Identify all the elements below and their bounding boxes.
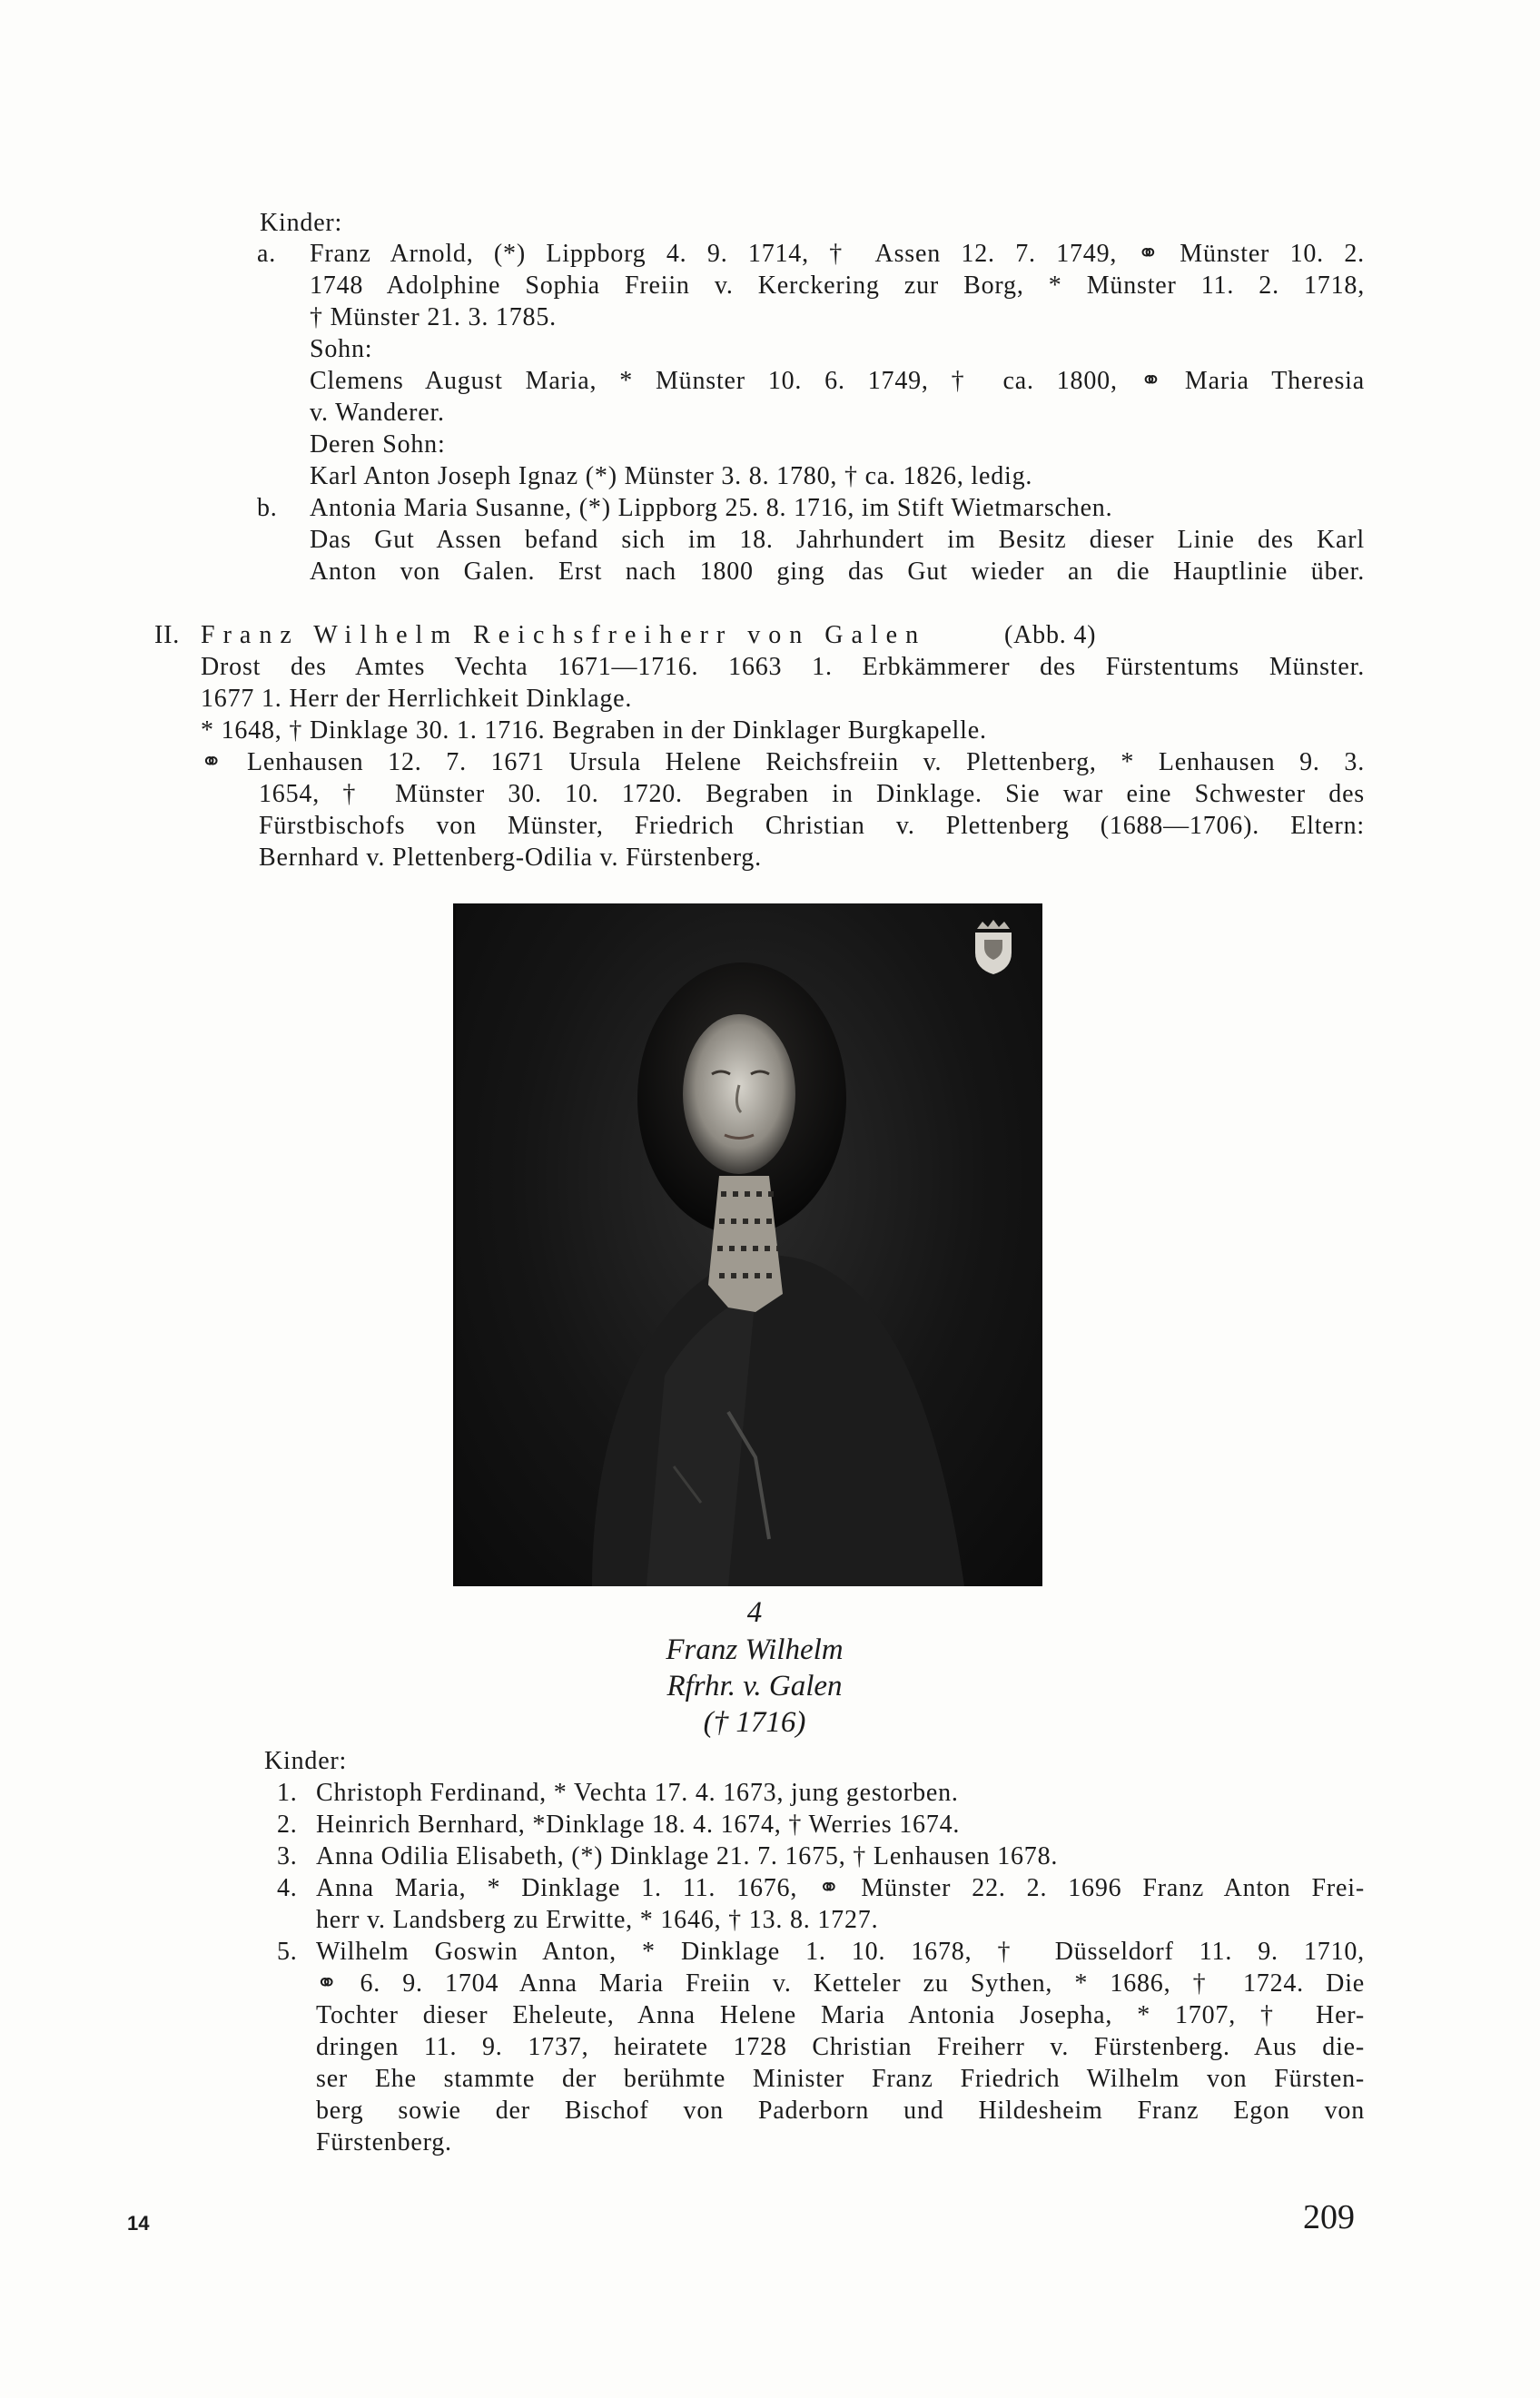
- section-line: Drost des Amtes Vechta 1671—1716. 1663 1. Erbkämmerer des Fürstentums Münster.: [201, 653, 1365, 681]
- list-item: ser Ehe stammte der berühmte Minister Franz Friedrich Wilhelm von Fürsten-: [316, 2065, 1365, 2093]
- deren-sohn-label: Deren Sohn:: [310, 430, 446, 459]
- caption-line: Rfrhr. v. Galen: [666, 1670, 843, 1702]
- list-item: Anna Maria, * Dinklage 1. 11. 1676, ⚭ Münster 22. 2. 1696 Franz Anton Frei-: [316, 1874, 1365, 1902]
- list-item: Wilhelm Goswin Anton, * Dinklage 1. 10. 1678, † Düsseldorf 11. 9. 1710,: [316, 1938, 1365, 1966]
- list-item: herr v. Landsberg zu Erwitte, * 1646, † 13. 8. 1727.: [316, 1906, 879, 1934]
- list-number: 2.: [277, 1811, 298, 1839]
- item-b-line: Anton von Galen. Erst nach 1800 ging das Gut wieder an die Hauptlinie über.: [310, 558, 1365, 586]
- page-number: 209: [1303, 2198, 1355, 2236]
- list-item: Fürstenberg.: [316, 2128, 452, 2156]
- kinder-heading: Kinder:: [264, 1747, 348, 1775]
- deren-sohn-line: Karl Anton Joseph Ignaz (*) Münster 3. 8. 1780, † ca. 1826, ledig.: [310, 462, 1033, 490]
- printer-signature: 14: [127, 2212, 150, 2235]
- item-a-line: † Münster 21. 3. 1785.: [310, 303, 557, 331]
- caption-line: Franz Wilhelm: [666, 1633, 844, 1666]
- section-numeral: II.: [154, 621, 181, 649]
- list-number: 5.: [277, 1938, 298, 1966]
- list-number: 3.: [277, 1842, 298, 1870]
- caption-line: († 1716): [703, 1706, 806, 1739]
- sohn-line: Clemens August Maria, * Münster 10. 6. 1749, † ca. 1800, ⚭ Maria Theresia: [310, 367, 1365, 395]
- list-item: Tochter dieser Eheleute, Anna Helene Maria Antonia Josepha, * 1707, † Her-: [316, 2001, 1365, 2029]
- list-item: berg sowie der Bischof von Paderborn und Hildesheim Franz Egon von: [316, 2097, 1365, 2125]
- item-a-line: Franz Arnold, (*) Lippborg 4. 9. 1714, † Assen 12. 7. 1749, ⚭ Münster 10. 2.: [310, 240, 1365, 268]
- item-label-b: b.: [257, 494, 278, 522]
- list-item: dringen 11. 9. 1737, heiratete 1728 Christian Freiherr v. Fürstenberg. Aus die-: [316, 2033, 1365, 2061]
- list-number: 1.: [277, 1779, 298, 1807]
- list-item: Anna Odilia Elisabeth, (*) Dinklage 21. 7. 1675, † Lenhausen 1678.: [316, 1842, 1059, 1870]
- list-number: 4.: [277, 1874, 298, 1902]
- section-line: * 1648, † Dinklage 30. 1. 1716. Begraben in der Dinklager Burgkapelle.: [201, 716, 987, 745]
- section-line: 1677 1. Herr der Herrlichkeit Dinklage.: [201, 685, 633, 713]
- sohn-label: Sohn:: [310, 335, 373, 363]
- figure-number: 4: [746, 1596, 763, 1629]
- kinder-heading: Kinder:: [260, 209, 343, 237]
- list-item: ⚭ 6. 9. 1704 Anna Maria Freiin v. Ketteler zu Sythen, * 1686, † 1724. Die: [316, 1969, 1365, 1998]
- section-person-name: Franz Wilhelm Reichsfreiherr von Galen: [201, 621, 927, 649]
- section-line: Fürstbischofs von Münster, Friedrich Christian v. Plettenberg (1688—1706). Eltern:: [259, 812, 1365, 840]
- item-label-a: a.: [257, 240, 277, 268]
- portrait-image: [453, 903, 1042, 1586]
- coat-of-arms-icon: [975, 920, 1012, 974]
- item-b-line: Antonia Maria Susanne, (*) Lippborg 25. 8. 1716, im Stift Wietmarschen.: [310, 494, 1113, 522]
- portrait-painting: [456, 903, 1042, 1586]
- list-item: Christoph Ferdinand, * Vechta 17. 4. 1673, jung gestorben.: [316, 1779, 959, 1807]
- sohn-line: v. Wanderer.: [310, 399, 445, 427]
- section-line: 1654, † Münster 30. 10. 1720. Begraben in Dinklage. Sie war eine Schwester des: [259, 780, 1365, 808]
- item-b-line: Das Gut Assen befand sich im 18. Jahrhundert im Besitz dieser Linie des Karl: [310, 526, 1365, 554]
- figure-reference: (Abb. 4): [1004, 621, 1097, 649]
- list-item: Heinrich Bernhard, *Dinklage 18. 4. 1674, † Werries 1674.: [316, 1811, 961, 1839]
- item-a-line: 1748 Adolphine Sophia Freiin v. Kerckering zur Borg, * Münster 11. 2. 1718,: [310, 271, 1365, 300]
- section-line: ⚭ Lenhausen 12. 7. 1671 Ursula Helene Reichsfreiin v. Plettenberg, * Lenhausen 9. 3.: [201, 748, 1365, 776]
- section-line: Bernhard v. Plettenberg-Odilia v. Fürstenberg.: [259, 844, 762, 872]
